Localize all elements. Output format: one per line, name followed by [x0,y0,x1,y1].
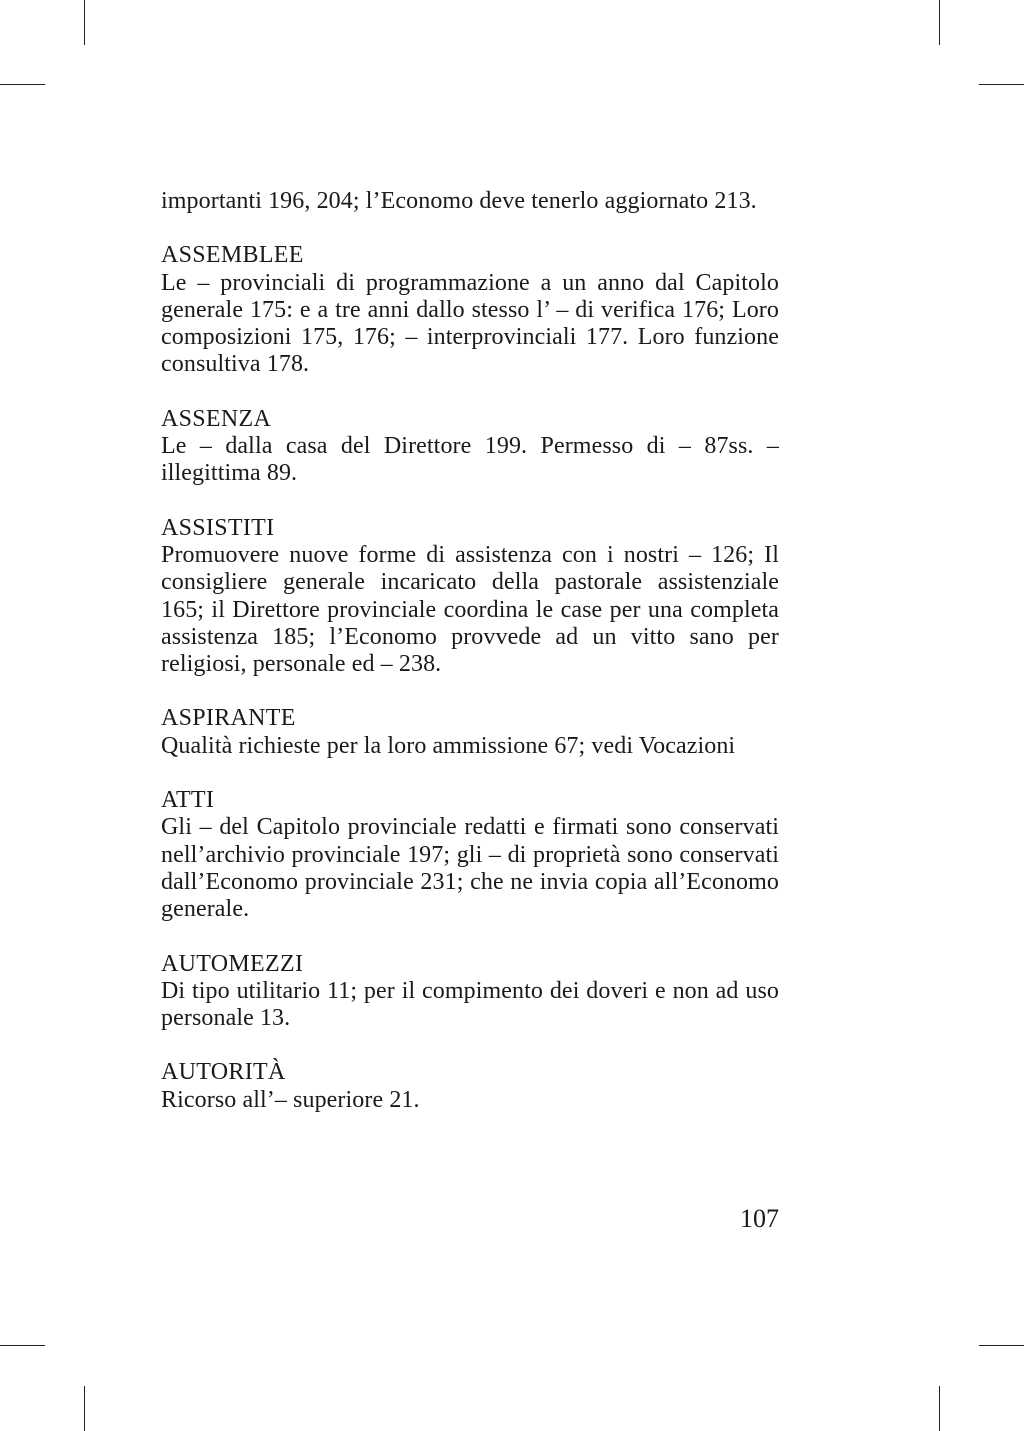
entry-heading: ATTI [161,787,215,814]
entry-text: Ricorso all’– superiore 21. [161,1086,420,1113]
entry-heading: ASSISTITI [161,514,275,541]
crop-mark-right-top [979,84,1024,85]
index-entry-assemblee [161,242,779,378]
crop-mark-right-bottom [979,1345,1024,1346]
crop-mark-bottom-left [84,1386,85,1431]
entry-text: importanti 196, 204; l’Economo deve tenerlo aggiornato 213. [161,188,757,214]
index-entry-automezzi [161,951,779,1033]
entry-text: Di tipo utilitario 11; per il compimento dei doveri e non ad uso personale 13. [161,977,779,1032]
entry-text: Le – provinciali di programmazione a un anno dal Capitolo generale 175: e a tre anni dallo stesso l’ – di verifica 176; Loro composizioni 175, 176; – interprovinciali 177. Loro funzione consultiva 178. [161,269,779,378]
index-entry-assistiti [161,515,779,679]
crop-mark-top-left [84,0,85,45]
entry-heading: ASSENZA [161,405,272,432]
entry-text: Promuovere nuove forme di assistenza con i nostri – 126; Il consigliere generale incaricato della pastorale assistenziale 165; il Direttore provinciale coordina le case per una completa assistenza 185; l’Economo provvede ad un vitto sano per religiosi, personale ed – 238. [161,541,779,678]
entry-heading: ASSEMBLEE [161,242,304,269]
index-entry-continuation [161,188,779,215]
index-entry-aspirante [161,705,779,760]
entry-heading: ASPIRANTE [161,705,296,732]
crop-mark-top-right [939,0,940,45]
entry-heading: AUTOMEZZI [161,950,304,977]
crop-mark-left-top [0,84,45,85]
index-entry-atti [161,787,779,923]
crop-mark-left-bottom [0,1345,45,1346]
entry-text: Qualità richieste per la loro ammissione 67; vedi Vocazioni [161,732,736,759]
index-entry-assenza [161,406,779,488]
index-entry-autorita [161,1059,779,1114]
page-number: 107 [740,1204,779,1233]
index-column [161,188,779,1141]
entry-text: Le – dalla casa del Direttore 199. Permesso di – 87ss. – illegittima 89. [161,433,779,487]
entry-text: Gli – del Capitolo provinciale redatti e firmati sono conservati nell’archivio provinciale 197; gli – di proprietà sono conservati dall’Economo provinciale 231; che ne invia copia all’Economo generale. [161,814,779,923]
crop-mark-bottom-right [939,1386,940,1431]
entry-heading: AUTORITÀ [161,1059,286,1086]
